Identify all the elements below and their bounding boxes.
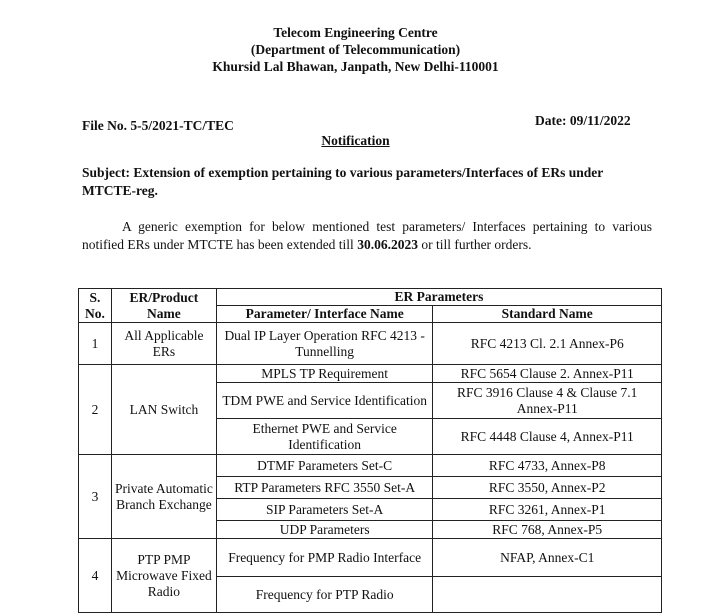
subject-line: Subject: Extension of exemption pertaining to various parameters/Interfaces of ERs under MTCTE-reg. — [82, 165, 603, 198]
org-address: Khursid Lal Bhawan, Janpath, New Delhi-110001 — [212, 59, 499, 74]
cell-parameter: TDM PWE and Service Identification — [216, 383, 433, 419]
body-paragraph — [82, 218, 652, 254]
cell-product: LAN Switch — [111, 365, 216, 455]
cell-standard: RFC 4733, Annex-P8 — [433, 455, 662, 477]
cell-parameter: Frequency for PMP Radio Interface — [216, 539, 433, 577]
table-row — [79, 455, 662, 477]
file-number: File No. 5-5/2021-TC/TEC — [82, 118, 234, 133]
document-date: Date: 09/11/2022 — [535, 113, 631, 128]
cell-parameter: UDP Parameters — [216, 521, 433, 539]
table-row — [79, 365, 662, 383]
cell-sno: 4 — [79, 539, 112, 613]
cell-product: Private Automatic Branch Exchange — [111, 455, 216, 539]
header-standard: Standard Name — [433, 306, 662, 323]
cell-standard: RFC 4213 Cl. 2.1 Annex-P6 — [433, 323, 662, 365]
cell-sno: 1 — [79, 323, 112, 365]
letterhead — [0, 24, 711, 75]
cell-standard: RFC 3261, Annex-P1 — [433, 499, 662, 521]
cell-parameter: Frequency for PTP Radio — [216, 577, 433, 613]
header-er-parameters: ER Parameters — [216, 289, 661, 306]
er-parameters-table — [78, 288, 662, 613]
cell-sno: 2 — [79, 365, 112, 455]
cell-standard: RFC 4448 Clause 4, Annex-P11 — [433, 419, 662, 455]
cell-product: PTP PMP Microwave Fixed Radio — [111, 539, 216, 613]
cell-parameter: DTMF Parameters Set-C — [216, 455, 433, 477]
cell-standard — [433, 577, 662, 613]
cell-parameter: SIP Parameters Set-A — [216, 499, 433, 521]
cell-standard: RFC 768, Annex-P5 — [433, 521, 662, 539]
table-row — [79, 539, 662, 577]
notification-title: Notification — [321, 133, 390, 148]
department-name: (Department of Telecommunication) — [250, 42, 461, 57]
cell-parameter: Dual IP Layer Operation RFC 4213 - Tunnelling — [216, 323, 433, 365]
cell-standard: RFC 3916 Clause 4 & Clause 7.1 Annex-P11 — [433, 383, 662, 419]
header-sno: S. No. — [79, 289, 112, 323]
body-extension-date: 30.06.2023 — [357, 237, 418, 252]
cell-sno: 3 — [79, 455, 112, 539]
cell-standard: RFC 3550, Annex-P2 — [433, 477, 662, 499]
body-text-before: A generic exemption for below mentioned test parameters/ Interfaces pertaining to various notified ERs under MTCTE has been extended till — [82, 219, 652, 252]
cell-parameter: RTP Parameters RFC 3550 Set-A — [216, 477, 433, 499]
cell-standard: RFC 5654 Clause 2. Annex-P11 — [433, 365, 662, 383]
header-product: ER/Product Name — [111, 289, 216, 323]
cell-product: All Applicable ERs — [111, 323, 216, 365]
cell-parameter: Ethernet PWE and Service Identification — [216, 419, 433, 455]
header-parameter: Parameter/ Interface Name — [216, 306, 433, 323]
body-text-after: or till further orders. — [417, 237, 532, 252]
table-row — [79, 323, 662, 365]
cell-standard: NFAP, Annex-C1 — [433, 539, 662, 577]
cell-parameter: MPLS TP Requirement — [216, 365, 433, 383]
org-name: Telecom Engineering Centre — [273, 25, 438, 40]
